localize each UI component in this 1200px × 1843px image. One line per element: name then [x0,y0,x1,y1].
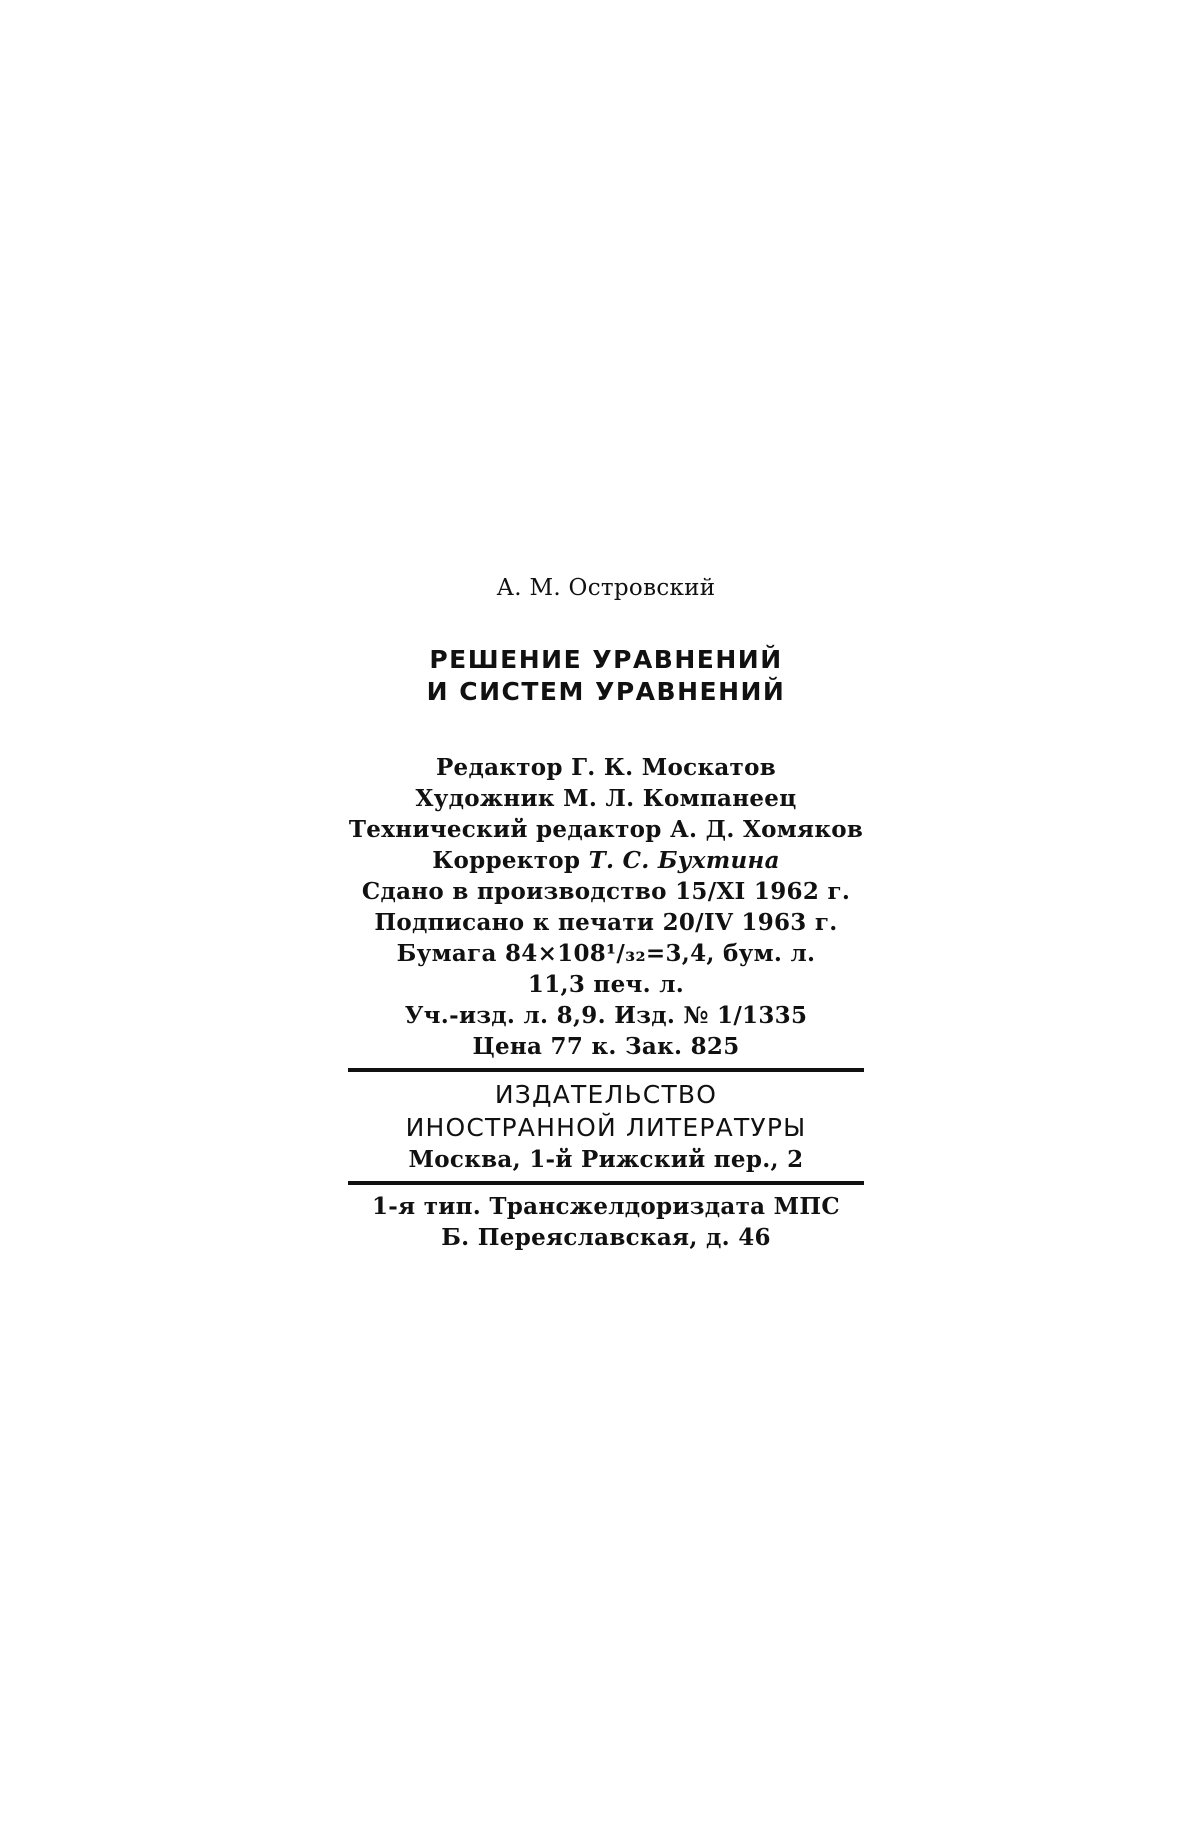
printer-line-1: 1-я тип. Трансжелдориздата МПС [371,1193,841,1220]
editor-credit: Редактор Г. К. Москатов [435,754,777,781]
price-order: Цена 77 к. Зак. 825 [472,1033,740,1060]
artist-credit: Художник М. Л. Компанеец [415,785,797,812]
paper-format: Бумага 84×108¹/₃₂=3,4, бум. л. [396,940,816,967]
publisher-line-1: ИЗДАТЕЛЬСТВО [494,1080,718,1109]
book-title-line-1: РЕШЕНИЕ УРАВНЕНИЙ [429,645,783,674]
colophon [348,573,864,1253]
printed-sheets: 11,3 печ. л. [527,971,685,998]
publisher-address: Москва, 1-й Рижский пер., 2 [408,1146,804,1173]
publisher-line-2: ИНОСТРАННОЙ ЛИТЕРАТУРЫ [405,1113,807,1142]
publishing-info: Уч.-изд. л. 8,9. Изд. № 1/1335 [404,1002,808,1029]
production-date: Сдано в производство 15/XI 1962 г. [361,878,851,905]
credits-block [348,752,864,1062]
divider-bottom [348,1181,864,1185]
divider-top [348,1068,864,1072]
printer-line-2: Б. Переяславская, д. 46 [441,1224,771,1251]
author-name: А. М. Островский [496,575,716,601]
corrector-label: Корректор [432,847,581,874]
publisher-block [348,1078,864,1175]
book-title-line-2: И СИСТЕМ УРАВНЕНИЙ [426,677,786,706]
signed-date: Подписано к печати 20/IV 1963 г. [374,909,838,936]
book-title [348,644,864,708]
printer-block [348,1191,864,1253]
corrector-credit [348,845,864,876]
corrector-name: Т. С. Бухтина [588,847,780,874]
tech-editor-credit: Технический редактор А. Д. Хомяков [348,816,864,843]
